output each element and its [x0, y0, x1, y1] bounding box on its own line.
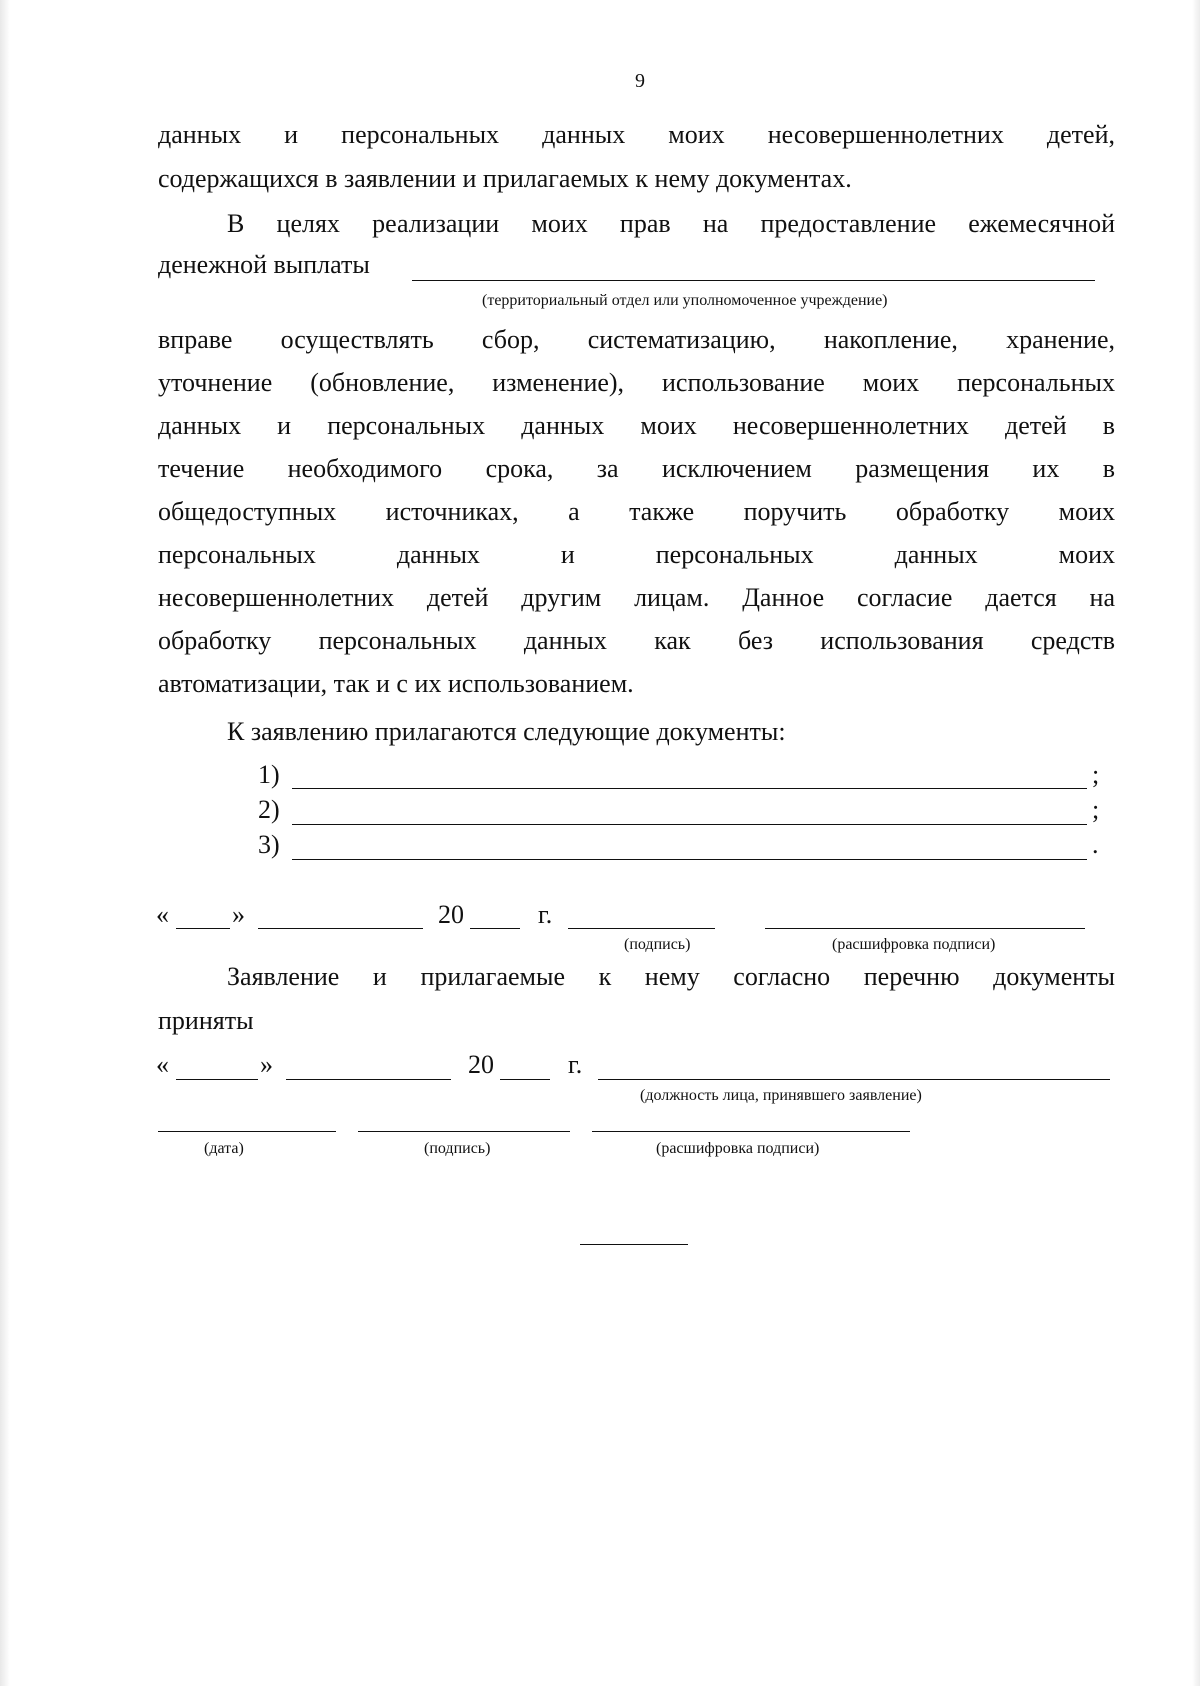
- paragraph3-line: несовершеннолетних детей другим лицам. Данное согласие дается на: [158, 583, 1115, 612]
- year-suffix: г.: [538, 900, 553, 929]
- page-number: 9: [635, 70, 645, 92]
- signature-decoding-field-line[interactable]: [592, 1131, 910, 1132]
- scan-edge-left: [0, 0, 10, 1686]
- signature-field-line[interactable]: [568, 928, 715, 929]
- year-field-line[interactable]: [470, 928, 520, 929]
- caption-date: (дата): [204, 1140, 244, 1157]
- paragraph3-line: обработку персональных данных как без использования средств: [158, 626, 1115, 655]
- document-line-end: .: [1092, 830, 1099, 859]
- year-suffix: г.: [568, 1050, 583, 1079]
- document-number: 1): [258, 760, 280, 789]
- month-field-line[interactable]: [286, 1079, 451, 1080]
- document-number: 2): [258, 795, 280, 824]
- paragraph1-line1: данных и персональных данных моих несовершеннолетних детей,: [158, 120, 1115, 149]
- signature-field-line[interactable]: [358, 1131, 570, 1132]
- document-line-end: ;: [1092, 760, 1100, 789]
- paragraph1-line2: содержащихся в заявлении и прилагаемых к нему документах.: [158, 164, 852, 193]
- accepted-line1: Заявление и прилагаемые к нему согласно перечню документы: [227, 962, 1115, 991]
- paragraph3-line: течение необходимого срока, за исключением размещения их в: [158, 454, 1115, 483]
- paragraph3-line: вправе осуществлять сбор, систематизацию, накопление, хранение,: [158, 325, 1115, 354]
- paragraph3-line: персональных данных и персональных данных моих: [158, 540, 1115, 569]
- caption-position: (должность лица, принявшего заявление): [640, 1087, 922, 1104]
- paragraph3-line: данных и персональных данных моих несовершеннолетних детей в: [158, 411, 1115, 440]
- department-field-line[interactable]: [412, 280, 1095, 281]
- document-field-line[interactable]: [292, 859, 1087, 860]
- day-field-line[interactable]: [176, 928, 230, 929]
- year-field-line[interactable]: [500, 1079, 550, 1080]
- date-close-quote: »: [232, 900, 245, 929]
- scan-edge-right: [1192, 0, 1200, 1686]
- accepted-line2: приняты: [158, 1006, 254, 1035]
- documents-intro: К заявлению прилагаются следующие документы:: [227, 717, 786, 746]
- date-close-quote: »: [260, 1050, 273, 1079]
- date-field-line[interactable]: [158, 1131, 336, 1132]
- document-line-end: ;: [1092, 795, 1100, 824]
- caption-signature: (подпись): [424, 1140, 491, 1157]
- date-open-quote: «: [156, 1050, 169, 1079]
- paragraph2-line1: В целях реализации моих прав на предоставление ежемесячной: [227, 209, 1115, 238]
- caption-signature-decoding: (расшифровка подписи): [656, 1140, 820, 1157]
- paragraph3-line: общедоступных источниках, а также поручить обработку моих: [158, 497, 1115, 526]
- date-open-quote: «: [156, 900, 169, 929]
- document-field-line[interactable]: [292, 824, 1087, 825]
- document-field-line[interactable]: [292, 788, 1087, 789]
- caption-signature: (подпись): [624, 936, 691, 953]
- year-prefix: 20: [438, 900, 464, 929]
- month-field-line[interactable]: [258, 928, 423, 929]
- day-field-line[interactable]: [176, 1079, 258, 1080]
- paragraph3-last-line: автоматизации, так и с их использованием.: [158, 669, 634, 698]
- end-separator-line: [580, 1244, 688, 1245]
- caption-department: (территориальный отдел или уполномоченное учреждение): [482, 292, 888, 309]
- paragraph3-line: уточнение (обновление, изменение), использование моих персональных: [158, 368, 1115, 397]
- caption-signature-decoding: (расшифровка подписи): [832, 936, 996, 953]
- signature-decoding-field-line[interactable]: [765, 928, 1085, 929]
- position-field-line[interactable]: [598, 1079, 1110, 1080]
- year-prefix: 20: [468, 1050, 494, 1079]
- paragraph2-line2-prefix: денежной выплаты: [158, 250, 370, 279]
- document-number: 3): [258, 830, 280, 859]
